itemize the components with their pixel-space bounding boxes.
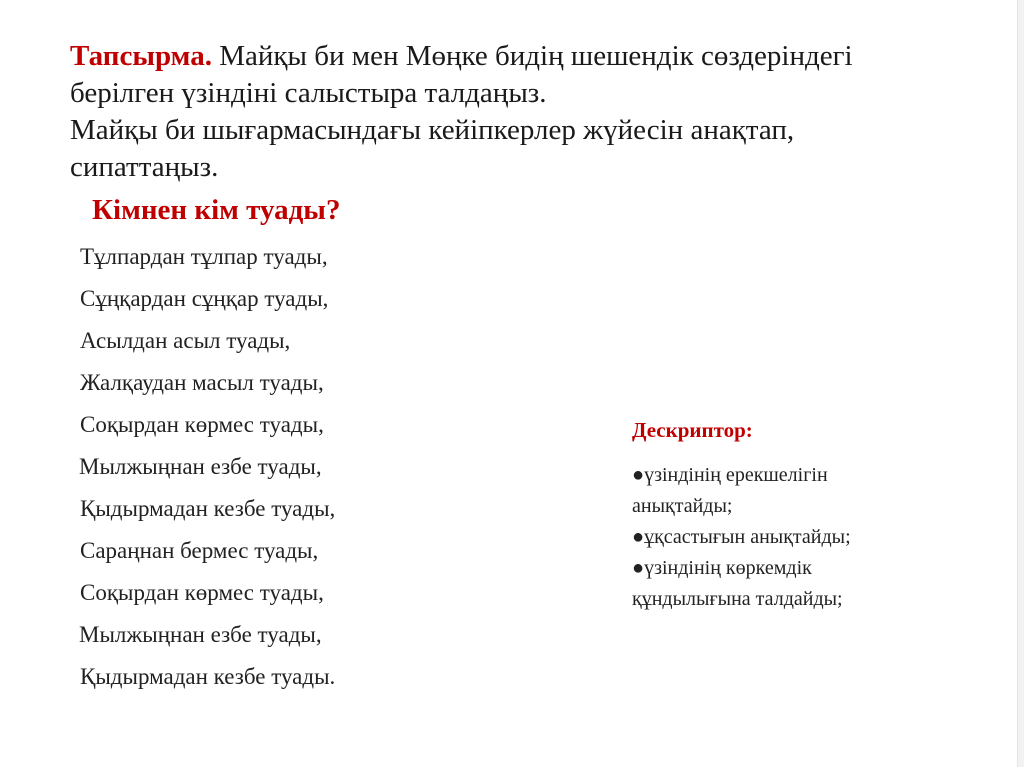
poem-line: Жалқаудан масыл туады, xyxy=(80,370,324,395)
poem-line: Қыдырмадан кезбе туады. xyxy=(80,664,336,689)
descriptor-line: ●үзіндінің көркемдік xyxy=(632,557,812,579)
descriptor-line: құндылығына талдайды; xyxy=(632,588,843,610)
task-line-1-text: Майқы би мен Мөңке бидің шешендік сөздеріндегі xyxy=(211,40,853,72)
task-line-2: берілген үзіндіні салыстыра талдаңыз. xyxy=(70,77,547,109)
poem-lines xyxy=(78,240,335,702)
task-line-3: Майқы би шығармасындағы кейіпкерлер жүйесін анақтап, xyxy=(70,114,795,146)
descriptor-title: Дескриптор: xyxy=(632,418,753,442)
task-block xyxy=(70,38,1010,186)
poem-line: Қыдырмадан кезбе туады, xyxy=(80,496,336,521)
poem-line: Мылжыңнан езбе туады, xyxy=(79,622,322,647)
poem-title: Кімнен кім туады? xyxy=(92,194,341,226)
descriptor-line: анықтайды; xyxy=(632,495,733,517)
descriptor-line: ●үзіндінің ерекшелігін xyxy=(632,464,828,486)
task-line-4: сипаттаңыз. xyxy=(70,151,219,183)
descriptor-line: ●ұқсастығын анықтайды; xyxy=(632,526,851,548)
poem-line: Сараңнан бермес туады, xyxy=(80,538,319,563)
task-label: Тапсырма. xyxy=(70,40,212,72)
poem-line: Мылжыңнан езбе туады, xyxy=(79,454,322,479)
poem-line: Соқырдан көрмес туады, xyxy=(80,412,324,437)
slide-edge xyxy=(1017,0,1024,767)
task-line-1 xyxy=(70,38,1010,75)
descriptor-list xyxy=(632,460,962,615)
poem-line: Асылдан асыл туады, xyxy=(80,328,291,353)
poem-line: Соқырдан көрмес туады, xyxy=(80,580,324,605)
poem-line: Сұңқардан сұңқар туады, xyxy=(80,286,329,311)
poem-line: Тұлпардан тұлпар туады, xyxy=(80,244,328,269)
